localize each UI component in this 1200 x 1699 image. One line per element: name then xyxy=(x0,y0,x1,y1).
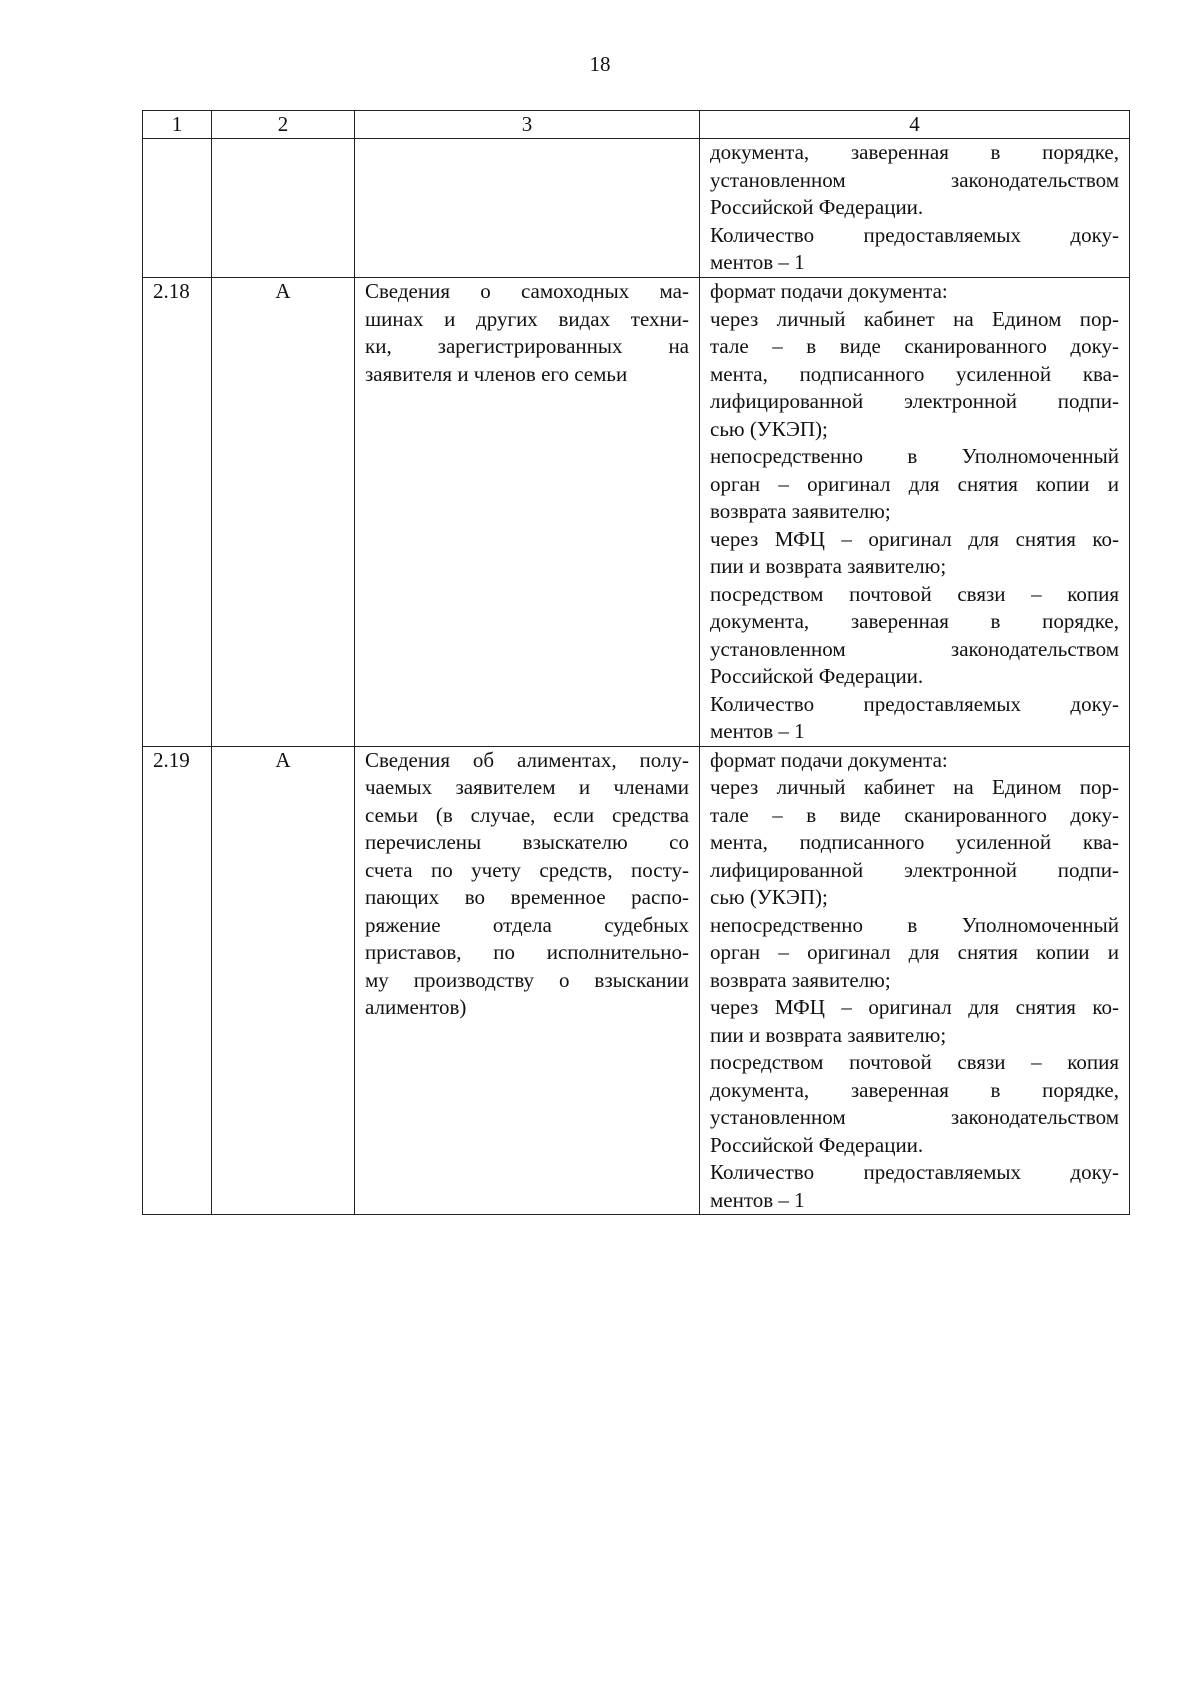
text-line: пии и возврата заявителю; xyxy=(710,554,947,578)
text-line: пающих во временное распо- xyxy=(365,885,689,909)
text-line: му производству о взыскании xyxy=(365,967,689,992)
text-line: непосредственно в Уполномоченный xyxy=(710,912,1119,937)
row-name-cell xyxy=(355,139,700,278)
text-line: Количество предоставляемых доку- xyxy=(710,1160,1119,1184)
text-line: ментов – 1 xyxy=(710,719,805,743)
text-line: посредством почтовой связи – копия xyxy=(710,581,1119,606)
text-line: заявителя и членов его семьи xyxy=(365,361,628,386)
row-description-cell xyxy=(700,139,1130,278)
document-table xyxy=(142,110,1130,1215)
text-line: орган – оригинал для снятия копии и xyxy=(710,940,1119,964)
row-description-cell xyxy=(700,278,1130,747)
text-line: лифицированной электронной подпи- xyxy=(710,389,1119,413)
text-line: Российской Федерации. xyxy=(710,195,924,219)
text-line: ментов – 1 xyxy=(710,250,805,274)
page-number: 18 xyxy=(589,52,611,76)
text-line: документа, заверенная в порядке, xyxy=(710,140,1119,164)
text-line: установленном законодательством xyxy=(710,167,1119,192)
row-description-cell xyxy=(700,746,1130,1215)
text-line: ки, зарегистрированных на xyxy=(365,334,689,358)
text-line: установленном законодательством xyxy=(710,636,1119,661)
text-line: счета по учету средств, посту- xyxy=(365,857,689,882)
row-letter-cell xyxy=(212,139,355,278)
text-line: Сведения о самоходных ма- xyxy=(365,279,689,303)
column-header-1: 1 xyxy=(143,111,212,139)
text-line: семьи (в случае, если средства xyxy=(365,802,689,827)
text-line: через МФЦ – оригинал для снятия ко- xyxy=(710,526,1119,551)
text-line: тале – в виде сканированного доку- xyxy=(710,802,1119,827)
text-line: шинах и других видах техни- xyxy=(365,306,689,331)
row-number-cell: 2.19 xyxy=(143,746,212,1215)
text-line: лифицированной электронной подпи- xyxy=(710,857,1119,882)
column-header-2: 2 xyxy=(212,111,355,139)
text-line: через личный кабинет на Едином пор- xyxy=(710,306,1119,331)
table-row-continuation xyxy=(143,139,1130,278)
text-line: через личный кабинет на Едином пор- xyxy=(710,775,1119,799)
text-line: орган – оригинал для снятия копии и xyxy=(710,471,1119,496)
text-line: мента, подписанного усиленной ква- xyxy=(710,361,1119,386)
row-number-cell: 2.18 xyxy=(143,278,212,747)
text-line: посредством почтовой связи – копия xyxy=(710,1050,1119,1074)
text-line: Российской Федерации. xyxy=(710,1132,924,1157)
text-line: непосредственно в Уполномоченный xyxy=(710,444,1119,468)
text-line: сью (УКЭП); xyxy=(710,885,828,909)
text-line: пии и возврата заявителю; xyxy=(710,1022,947,1047)
table-header-row xyxy=(143,111,1130,139)
text-line: Количество предоставляемых доку- xyxy=(710,222,1119,247)
text-line: приставов, по исполнительно- xyxy=(365,940,689,964)
text-line: Количество предоставляемых доку- xyxy=(710,691,1119,716)
row-name-cell xyxy=(355,746,700,1215)
column-header-3: 3 xyxy=(355,111,700,139)
row-name-cell xyxy=(355,278,700,747)
text-line: формат подачи документа: xyxy=(710,279,948,303)
text-line: формат подачи документа: xyxy=(710,747,948,772)
text-line: чаемых заявителем и членами xyxy=(365,775,689,799)
text-line: тале – в виде сканированного доку- xyxy=(710,334,1119,358)
text-line: возврата заявителю; xyxy=(710,967,891,992)
row-letter-cell: А xyxy=(212,278,355,747)
text-line: алиментов) xyxy=(365,995,467,1019)
text-line: перечислены взыскателю со xyxy=(365,830,689,854)
text-line: Российской Федерации. xyxy=(710,664,924,688)
text-line: ряжение отдела судебных xyxy=(365,912,689,937)
table-row xyxy=(143,278,1130,747)
text-line: Сведения об алиментах, полу- xyxy=(365,747,689,772)
text-line: документа, заверенная в порядке, xyxy=(710,1077,1119,1102)
row-number-cell xyxy=(143,139,212,278)
text-line: документа, заверенная в порядке, xyxy=(710,609,1119,633)
text-line: установленном законодательством xyxy=(710,1105,1119,1129)
text-line: мента, подписанного усиленной ква- xyxy=(710,830,1119,854)
column-header-4: 4 xyxy=(700,111,1130,139)
text-line: возврата заявителю; xyxy=(710,499,891,523)
row-letter-cell: А xyxy=(212,746,355,1215)
table-row xyxy=(143,746,1130,1215)
text-line: сью (УКЭП); xyxy=(710,416,828,441)
text-line: через МФЦ – оригинал для снятия ко- xyxy=(710,995,1119,1019)
text-line: ментов – 1 xyxy=(710,1187,805,1212)
